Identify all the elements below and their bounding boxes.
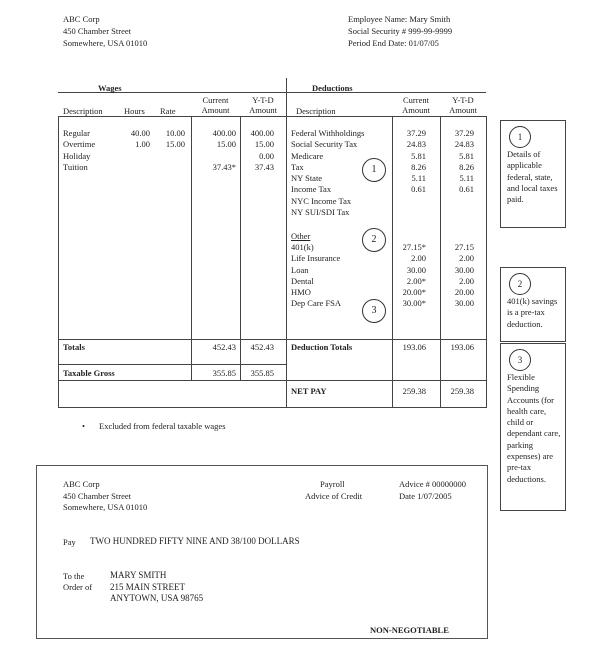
wages-totals-current: 452.43 [212,342,236,352]
check-advice-number: Advice # 00000000 [399,479,467,489]
other-row-current: 27.15* [402,242,426,252]
company-city: Somewhere, USA 01010 [63,38,148,48]
check-order-of: Order of [63,582,93,592]
wages-col-ytd: Y-T-D Amount [249,95,277,115]
wages-col-rate: Rate [160,106,176,116]
taxable-gross-current: 355.85 [212,368,236,378]
wages-col-current: Current Amount [201,95,230,115]
wages-col-hours: Hours [124,106,145,116]
deduction-totals-ytd: 193.06 [450,342,474,352]
wages-col-description: Description [63,106,103,116]
tax-row-desc: Social Security Tax [291,139,358,150]
deduction-totals-label: Deduction Totals [291,342,353,352]
note-box-401k [500,267,566,342]
right-border [486,116,487,408]
wage-row-current: 15.00 [216,139,236,150]
payee-city: ANYTOWN, USA 98765 [110,593,204,603]
tax-row-ytd: 5.81 [459,150,474,161]
note-2-text: 401(k) savings is a pre-tax deduction. [507,296,558,329]
tax-row-current: 5.81 [411,150,426,161]
wage-hours [112,128,150,151]
wage-row-desc: Overtime [63,139,96,150]
tax-row-current: 37.29 [406,128,426,138]
wage-row-desc: Holiday [63,150,91,161]
other-row-desc: HMO [291,287,311,298]
check-to-the: To the [63,571,85,581]
deductions-heading: Deductions [312,83,353,93]
check-company-name: ABC Corp [63,479,100,489]
net-pay-label: NET PAY [291,386,327,396]
other-row-desc: Loan [291,264,309,275]
other-label: Other [291,231,311,241]
taxable-gross-label: Taxable Gross [63,368,115,378]
net-pay-ytd: 259.38 [450,386,474,396]
company-name: ABC Corp [63,14,100,24]
other-row-current: 2.00 [411,253,426,264]
company-street: 450 Chamber Street [63,26,131,36]
wage-row-hours: 40.00 [130,128,150,138]
footnote-text: Excluded from federal taxable wages [99,421,226,431]
note-1-marker: 1 [509,126,531,148]
tax-row-ytd: 5.11 [459,173,474,184]
note-2-marker: 2 [509,273,531,295]
tax-descriptions [291,128,364,218]
marker-1: 1 [362,158,386,182]
tax-row-ytd: 37.29 [454,128,474,138]
other-descriptions [291,242,341,310]
wages-heading: Wages [98,83,122,93]
check-advice-of-credit: Advice of Credit [305,491,363,501]
employee-ssn: Social Security # 999-99-9999 [348,26,453,36]
check-payroll: Payroll [320,479,345,489]
column-header-rule [58,116,486,117]
tax-ytd-amounts [436,128,474,196]
ded-col-ytd: Y-T-D Amount [449,95,477,115]
tax-row-desc: Federal Withholdings [291,128,365,138]
other-row-desc: 401(k) [291,242,314,252]
wage-row-desc: Regular [63,128,90,138]
tax-row-current: 24.83 [406,139,426,150]
center-divider [286,78,287,408]
payee-name: MARY SMITH [110,570,167,580]
body-bottom-rule [58,339,486,340]
wage-row-ytd: 400.00 [250,128,274,138]
taxable-rule [58,380,486,381]
other-row-current: 30.00 [406,264,426,275]
marker-2: 2 [362,228,386,252]
note-1-text: Details of applicable federal, state, and local taxes paid. [507,149,558,205]
tax-row-current: 5.11 [411,173,426,184]
other-row-ytd: 20.00 [454,287,474,298]
wage-row-current: 400.00 [212,128,236,138]
tax-row-desc: NY SUI/SDI Tax [291,207,350,218]
wage-current-amounts [186,128,236,173]
other-row-ytd: 27.15 [454,242,474,252]
wage-row-rate: 15.00 [165,139,185,150]
payee-street: 215 MAIN STREET [110,581,185,592]
tax-row-desc: Income Tax [291,184,332,195]
wages-totals-label: Totals [63,342,85,352]
check-company-city: Somewhere, USA 01010 [63,502,148,512]
other-row-ytd: 2.00 [459,275,474,286]
check-pay-label: Pay [63,537,76,547]
wage-row-rate: 10.00 [165,128,185,138]
marker-3: 3 [362,299,386,323]
footnote-bullet: • [82,421,85,431]
other-row-current: 30.00* [402,298,426,309]
left-border [58,116,59,408]
tax-row-current: 0.61 [411,184,426,195]
ded-col-current: Current Amount [402,95,430,115]
tax-row-ytd: 0.61 [459,184,474,195]
check-company-street: 450 Chamber Street [63,491,131,501]
note-3-marker: 3 [509,349,531,371]
check-date: Date 1/07/2005 [399,491,452,501]
other-row-ytd: 30.00 [454,298,474,309]
tax-row-desc: Tax [291,161,304,172]
note-box-fsa [500,343,566,511]
wage-descriptions [63,128,95,173]
check-pay-amount: TWO HUNDRED FIFTY NINE AND 38/100 DOLLARS [90,536,300,546]
deduction-totals-current: 193.06 [402,342,426,352]
other-row-desc: Life Insurance [291,253,341,264]
check-payee [110,570,203,605]
wage-row-ytd: 37.43 [254,161,274,172]
note-box-taxes [500,120,566,228]
wage-row-current [186,151,236,162]
wage-rates [148,128,185,151]
wage-row-current: 37.43* [212,161,236,172]
wage-row-desc: Tuition [63,161,88,172]
other-current-amounts [390,242,426,310]
tax-row-current: 8.26 [411,161,426,172]
tax-current-amounts [390,128,426,196]
tax-row-ytd: 8.26 [459,161,474,172]
wage-ytd-amounts [232,128,274,173]
other-row-current: 20.00* [402,287,426,298]
other-row-ytd: 2.00 [459,253,474,264]
tax-row-desc: Medicare [291,150,324,161]
period-end-date: Period End Date: 01/07/05 [348,38,439,48]
totals-rule [58,364,286,365]
taxable-gross-ytd: 355.85 [250,368,274,378]
other-row-current: 2.00* [406,275,426,286]
ded-col-description: Description [296,106,336,116]
other-ytd-amounts [436,242,474,310]
tax-row-desc: NY State [291,173,323,184]
employee-name: Employee Name: Mary Smith [348,14,451,24]
wage-row-ytd: 0.00 [259,150,274,161]
wage-row-hours: 1.00 [135,139,150,150]
note-3-text: Flexible Spending Accounts (for health care, child or dependant care, parking expenses) are pre-tax deductions. [507,372,561,484]
net-pay-current: 259.38 [402,386,426,396]
non-negotiable: NON-NEGOTIABLE [370,625,449,635]
tax-row-ytd: 24.83 [454,139,474,150]
table-bottom-rule [58,407,486,408]
wage-row-ytd: 15.00 [254,139,274,150]
other-row-desc: Dental [291,275,314,286]
header-rule [58,92,486,93]
tax-row-desc: NYC Income Tax [291,195,352,206]
other-row-desc: Dep Care FSA [291,298,342,309]
other-row-ytd: 30.00 [454,264,474,275]
wages-totals-ytd: 452.43 [250,342,274,352]
